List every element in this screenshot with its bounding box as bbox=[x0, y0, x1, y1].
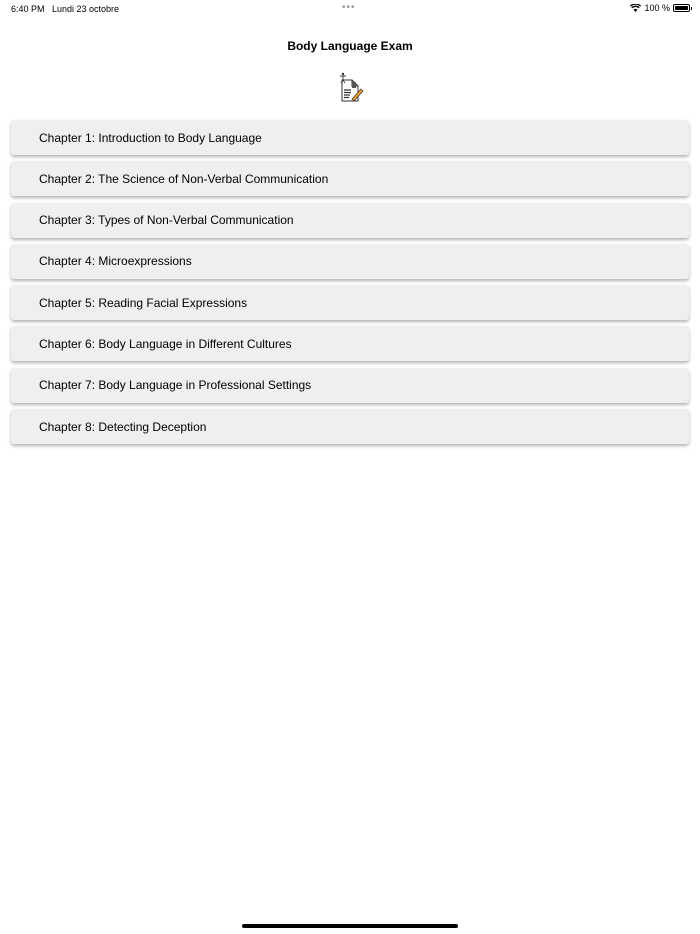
chapter-item[interactable] bbox=[11, 326, 689, 361]
battery-icon bbox=[673, 4, 690, 12]
chapter-label: Chapter 3: Types of Non-Verbal Communication bbox=[39, 213, 294, 228]
chapter-item[interactable] bbox=[11, 120, 689, 155]
chapter-item[interactable] bbox=[11, 409, 689, 444]
chapter-label: Chapter 2: The Science of Non-Verbal Communication bbox=[39, 171, 329, 186]
status-bar bbox=[0, 0, 700, 18]
wifi-icon bbox=[630, 4, 641, 12]
chapter-label: Chapter 8: Detecting Deception bbox=[39, 419, 207, 434]
chapter-label: Chapter 6: Body Language in Different Cultures bbox=[39, 336, 292, 351]
chapter-label: Chapter 5: Reading Facial Expressions bbox=[39, 295, 248, 310]
multitasking-dots[interactable]: ••• bbox=[342, 2, 356, 13]
chapter-item[interactable] bbox=[11, 161, 689, 196]
chapter-item[interactable] bbox=[11, 368, 689, 403]
battery-percent: 100 % bbox=[644, 3, 670, 13]
chapter-label: Chapter 4: Microexpressions bbox=[39, 254, 192, 269]
chapter-item[interactable] bbox=[11, 244, 689, 279]
exam-document-icon bbox=[338, 72, 364, 102]
status-time: 6:40 PM bbox=[11, 4, 45, 14]
chapter-list bbox=[11, 120, 689, 450]
chapter-label: Chapter 1: Introduction to Body Language bbox=[39, 130, 262, 145]
status-date: Lundi 23 octobre bbox=[52, 4, 120, 14]
chapter-label: Chapter 7: Body Language in Professional Settings bbox=[39, 378, 312, 393]
chapter-item[interactable] bbox=[11, 203, 689, 238]
home-indicator[interactable] bbox=[242, 924, 458, 928]
page-title: Body Language Exam bbox=[287, 39, 413, 53]
chapter-item[interactable] bbox=[11, 285, 689, 320]
